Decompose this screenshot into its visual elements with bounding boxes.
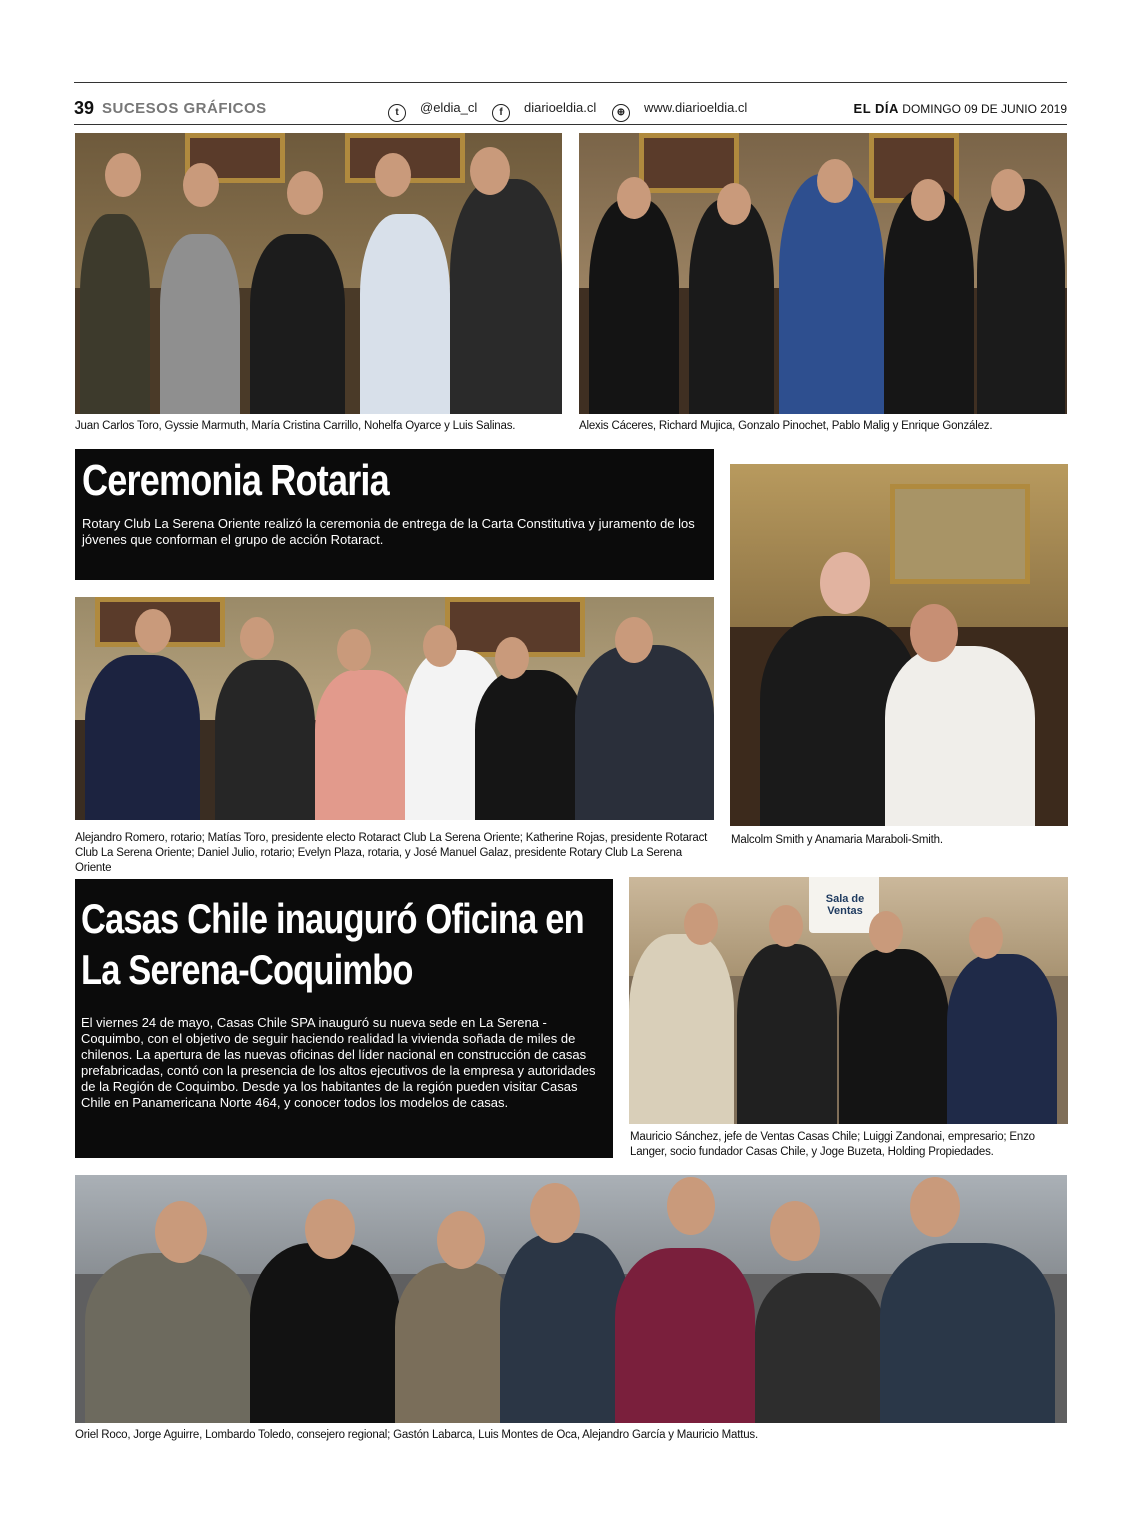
- photo-casas-chile-executives: [629, 877, 1068, 1124]
- caption-photo1: Juan Carlos Toro, Gyssie Marmuth, María Cristina Carrillo, Nohelfa Oyarce y Luis Salinas.: [75, 420, 516, 432]
- brand-name: EL DÍA: [853, 101, 899, 116]
- issue-date: DOMINGO 09 DE JUNIO 2019: [902, 102, 1067, 116]
- caption-photo2: Alexis Cáceres, Richard Mujica, Gonzalo Pinochet, Pablo Malig y Enrique González.: [579, 420, 993, 432]
- photo-authorities-group: [75, 1175, 1067, 1423]
- twitter-handle: @eldia_cl: [420, 100, 478, 115]
- caption-photo3: Alejandro Romero, rotario; Matías Toro, presidente electo Rotaract Club La Serena Oriente; Katherine Rojas, presidente Rotaract Club La Serena Oriente; Daniel Julio, rotario; Evelyn Plaza, rotaria, y José Manuel Galaz, presidente Rotary Club La Serena Oriente: [75, 832, 708, 874]
- story1-body: Rotary Club La Serena Oriente realizó la ceremonia de entrega de la Carta Constitutiva y juramento de los jóvenes que conforman el grupo de acción Rotaract.: [82, 516, 695, 547]
- page-number: 39: [74, 98, 95, 118]
- top-rule: [74, 82, 1067, 83]
- story-casas-chile: [75, 879, 613, 1158]
- twitter-link[interactable]: [388, 100, 477, 122]
- photo-rotary-members: [75, 133, 562, 414]
- sala-de-ventas-text: Sala de Ventas: [825, 893, 865, 917]
- globe-icon: ⊕: [612, 104, 630, 122]
- section-title: SUCESOS GRÁFICOS: [102, 100, 267, 117]
- caption-photo5: Mauricio Sánchez, jefe de Ventas Casas Chile; Luiggi Zandonai, empresario; Enzo Langer, socio fundador Casas Chile, y Joge Buzeta, Holding Propiedades.: [630, 1131, 1035, 1158]
- page-header: [74, 94, 1067, 122]
- story1-headline: Ceremonia Rotaria: [82, 456, 389, 505]
- sala-de-ventas-sign: [809, 877, 879, 933]
- website-url: www.diarioeldia.cl: [644, 100, 748, 115]
- facebook-icon: f: [492, 104, 510, 122]
- caption-photo4: Malcolm Smith y Anamaria Maraboli-Smith.: [731, 834, 943, 846]
- masthead-date: [854, 101, 1067, 116]
- photo-rotaract-youth: [579, 133, 1067, 414]
- story2-headline: Casas Chile inauguró Oficina en La Serena-Coquimbo: [81, 895, 584, 993]
- story2-body: El viernes 24 de mayo, Casas Chile SPA inauguró su nueva sede en La Serena - Coquimbo, con el objetivo de seguir haciendo realidad la vivienda soñada de miles de chilenos. La apertura de las nuevas oficinas del líder nacional en construcción de casas prefabricadas, contó con la presencia de los altos ejecutivos de la empresa y autoridades de la Región de Coquimbo. Desde ya los habitantes de la región pueden visitar Casas Chile en Panamericana Norte 464, y conocer todos los modelos de casas.: [81, 1015, 596, 1110]
- photo-rotaract-group: [75, 597, 714, 820]
- twitter-icon: t: [388, 104, 406, 122]
- photo-smith-couple: [730, 464, 1068, 826]
- caption-photo6: Oriel Roco, Jorge Aguirre, Lombardo Toledo, consejero regional; Gastón Labarca, Luis Montes de Oca, Alejandro García y Mauricio Mattus.: [75, 1429, 758, 1441]
- website-link[interactable]: [612, 100, 747, 122]
- story-ceremonia-rotaria: [75, 449, 714, 580]
- header-rule: [74, 124, 1067, 125]
- facebook-handle: diarioeldia.cl: [524, 100, 597, 115]
- facebook-link[interactable]: [492, 100, 596, 122]
